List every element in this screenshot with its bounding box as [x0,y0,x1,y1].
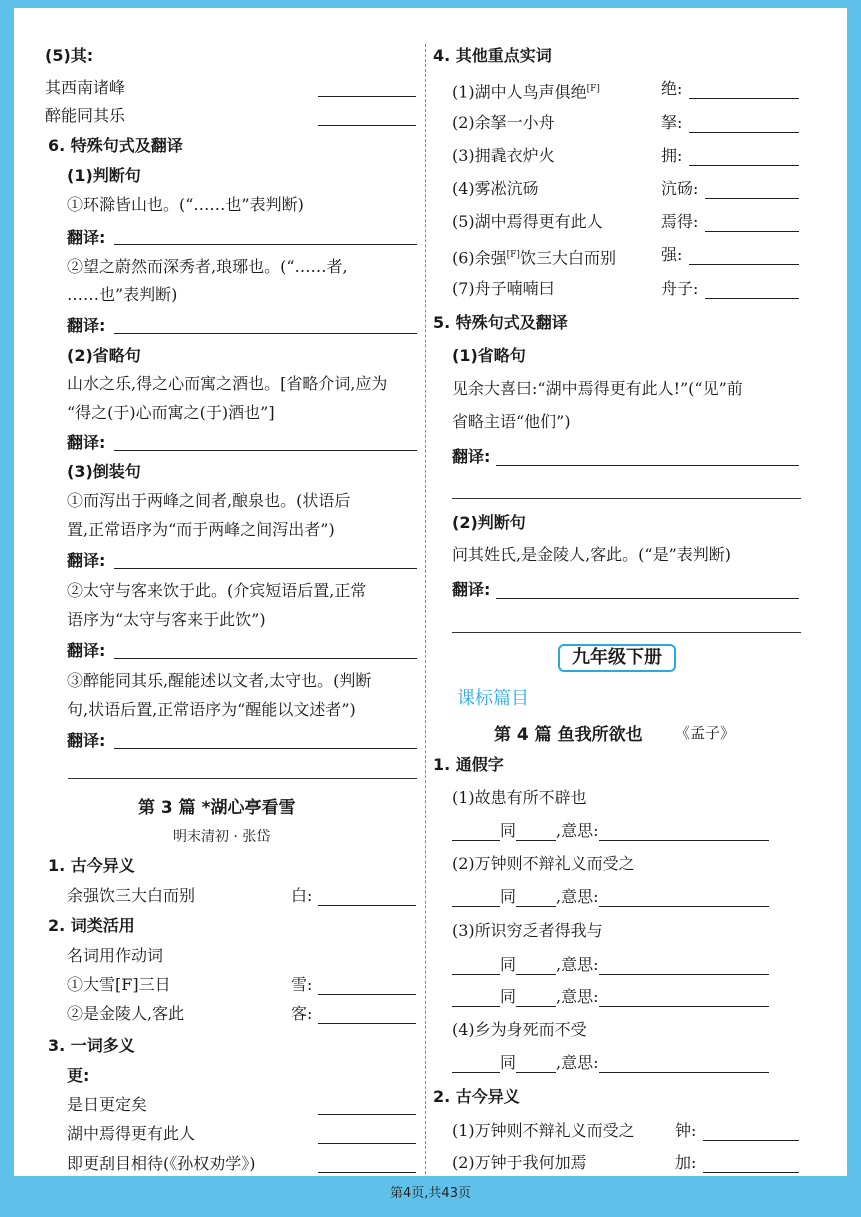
example-line: 其西南诸峰 [45,78,126,97]
example-text: 饮三大白而别 [519,248,616,268]
item-heading: (5)其: [45,46,94,65]
key-word: 白: [291,886,313,905]
answer-blank[interactable] [705,298,799,299]
example-line: 即更刮目相待(《孙权劝学》) [67,1154,256,1173]
article-author: 明末清初 · 张岱 [173,829,271,845]
meaning-label: ,意思: [556,1053,599,1072]
meaning-blank[interactable] [599,958,769,975]
key-word: 舟子: [661,279,699,298]
answer-blank[interactable] [689,264,799,265]
section-heading: 4. 其他重点实词 [433,46,552,65]
fill-row [452,1053,769,1073]
example-line: 余强饮三大白而别 [67,886,196,905]
meaning-blank[interactable] [599,990,769,1007]
variant-char-blank[interactable] [516,890,556,907]
page-number: 第4页,共43页 [390,1186,471,1201]
key-word: 沆砀: [661,179,699,198]
sentence: 山水之乐,得之心而寓之酒也。[省略介词,应为 [67,374,388,393]
section-heading: 3. 一词多义 [48,1036,135,1055]
translation-blank[interactable] [114,333,417,334]
fill-row [452,821,769,841]
translate-label: 翻译: [67,228,106,247]
section-divider [68,778,417,779]
meaning-blank[interactable] [599,890,769,907]
example-line: (4)雾凇沆砀 [452,179,539,198]
translate-label: 翻译: [67,433,106,452]
example-line: (2)万钟则不辩礼义而受之 [452,854,635,873]
answer-blank[interactable] [318,1172,416,1173]
key-word: 客: [291,1004,313,1023]
answer-blank[interactable] [318,125,416,126]
tong-label: 同 [500,887,517,906]
example-line [452,245,616,268]
article-title: 第 3 篇 *湖心亭看雪 [138,798,296,818]
meaning-label: ,意思: [556,821,599,840]
tong-label: 同 [500,955,517,974]
answer-blank[interactable] [318,994,416,995]
tong-label: 同 [500,1053,517,1072]
variant-char-blank[interactable] [516,1056,556,1073]
answer-blank[interactable] [705,198,799,199]
article-source: 《孟子》 [675,724,736,742]
translate-label: 翻译: [452,580,491,599]
meaning-label: ,意思: [556,955,599,974]
sentence: 语序为“太守与客来于此饮”) [67,610,266,629]
section-heading: 6. 特殊句式及翻译 [48,136,183,155]
translation-blank[interactable] [114,244,417,245]
answer-blank[interactable] [318,1114,416,1115]
example-line: 醉能同其乐 [45,106,126,125]
example-line: (1)故患有所不辟也 [452,788,587,807]
answer-blank[interactable] [689,132,799,133]
answer-blank[interactable] [318,1023,416,1024]
example-line: (5)湖中焉得更有此人 [452,212,603,231]
translation-blank-line[interactable] [452,498,801,499]
translation-blank[interactable] [114,748,417,749]
key-word: 拏: [661,113,683,132]
subsection-heading: (3)倒装句 [67,462,141,481]
sentence: ③醉能同其乐,醒能述以文者,太守也。(判断 [67,671,372,690]
translate-label: 翻译: [67,641,106,660]
sentence: 置,正常语序为“而于两峰之间泻出者”) [67,520,335,539]
answer-blank[interactable] [318,1143,416,1144]
answer-blank[interactable] [703,1172,799,1173]
meaning-blank[interactable] [599,1056,769,1073]
example-line: (1)万钟则不辩礼义而受之 [452,1121,635,1140]
section-heading: 1. 古今异义 [48,856,135,875]
subsection-heading: (1)判断句 [67,166,141,185]
answer-blank[interactable] [705,231,799,232]
section-heading: 5. 特殊句式及翻译 [433,313,568,332]
translation-blank[interactable] [114,450,417,451]
section-heading: 1. 通假字 [433,755,504,774]
translate-label: 翻译: [67,551,106,570]
sub-label: 名词用作动词 [67,946,164,965]
example-line: (7)舟子喃喃曰 [452,279,555,298]
meaning-blank[interactable] [599,824,769,841]
translation-blank[interactable] [496,598,799,599]
answer-blank[interactable] [318,905,416,906]
tong-label: 同 [500,987,517,1006]
answer-blank[interactable] [703,1140,799,1141]
example-line [67,975,171,995]
tong-label: 同 [500,821,517,840]
fill-row [452,955,769,975]
key-word: 加: [675,1153,697,1172]
original-char-blank[interactable] [452,958,500,975]
footnote-mark: [F] [586,84,600,94]
key-word: 焉得: [661,212,699,231]
original-char-blank[interactable] [452,1056,500,1073]
original-char-blank[interactable] [452,990,500,1007]
sentence: ②太守与客来饮于此。(介宾短语后置,正常 [67,581,367,600]
answer-blank[interactable] [689,98,799,99]
variant-char-blank[interactable] [516,990,556,1007]
sentence: 省略主语“他们”) [452,412,571,431]
translation-blank[interactable] [114,568,417,569]
fill-row [452,987,769,1007]
translate-label: 翻译: [67,731,106,750]
sentence: 问其姓氏,是金陵人,客此。(“是”表判断) [452,545,732,564]
example-line [452,79,600,102]
subsection-heading: (1)省略句 [452,346,526,365]
translation-blank-line[interactable] [452,632,801,633]
article-title: 第 4 篇 鱼我所欲也 [494,725,643,745]
sentence: ①而泻出于两峰之间者,酿泉也。(状语后 [67,491,351,510]
example-line: (3)拥毳衣炉火 [452,146,555,165]
key-word: 雪: [291,975,313,994]
grade-badge: 九年级下册 [558,644,676,672]
example-text: (6)余强 [452,248,507,268]
example-text: ①大雪[F]三日 [67,975,171,994]
subsection-heading: (2)判断句 [452,513,526,532]
section-heading: 2. 词类活用 [48,916,135,935]
column-divider [425,44,426,1174]
key-word: 强: [661,245,683,264]
variant-char-blank[interactable] [516,958,556,975]
sentence: 句,状语后置,正常语序为“醒能以文述者”) [67,700,356,719]
example-line: ②是金陵人,客此 [67,1004,185,1023]
meaning-label: ,意思: [556,887,599,906]
key-word: 绝: [661,79,683,98]
curriculum-label: 课标篇目 [457,688,529,709]
polysemy-word: 更: [67,1066,90,1085]
translation-blank[interactable] [114,658,417,659]
answer-blank[interactable] [318,96,416,97]
original-char-blank[interactable] [452,824,500,841]
example-line: 湖中焉得更有此人 [67,1124,196,1143]
key-word: 钟: [675,1121,697,1140]
translation-blank[interactable] [496,465,799,466]
fill-row [452,887,769,907]
section-heading: 2. 古今异义 [433,1087,520,1106]
answer-blank[interactable] [689,165,799,166]
example-text: (1)湖中人鸟声俱绝 [452,82,587,102]
example-line: (2)余拏一小舟 [452,113,555,132]
sentence: ①环滁皆山也。(“……也”表判断) [67,195,304,214]
subsection-heading: (2)省略句 [67,346,141,365]
example-line: (2)万钟于我何加焉 [452,1153,587,1172]
sentence: 见余大喜曰:“湖中焉得更有此人!”(“见”前 [452,379,743,398]
original-char-blank[interactable] [452,890,500,907]
meaning-label: ,意思: [556,987,599,1006]
key-word: 拥: [661,146,683,165]
example-line: (3)所识穷乏者得我与 [452,921,603,940]
variant-char-blank[interactable] [516,824,556,841]
sentence: ②望之蔚然而深秀者,琅琊也。(“……者, [67,257,348,276]
sentence: “得之(于)心而寓之(于)酒也”] [67,403,275,422]
footnote-mark: [F] [506,250,520,260]
sentence: ……也”表判断) [67,285,178,304]
example-line: 是日更定矣 [67,1095,148,1114]
example-line: (4)乡为身死而不受 [452,1020,587,1039]
translate-label: 翻译: [67,316,106,335]
translate-label: 翻译: [452,447,491,466]
